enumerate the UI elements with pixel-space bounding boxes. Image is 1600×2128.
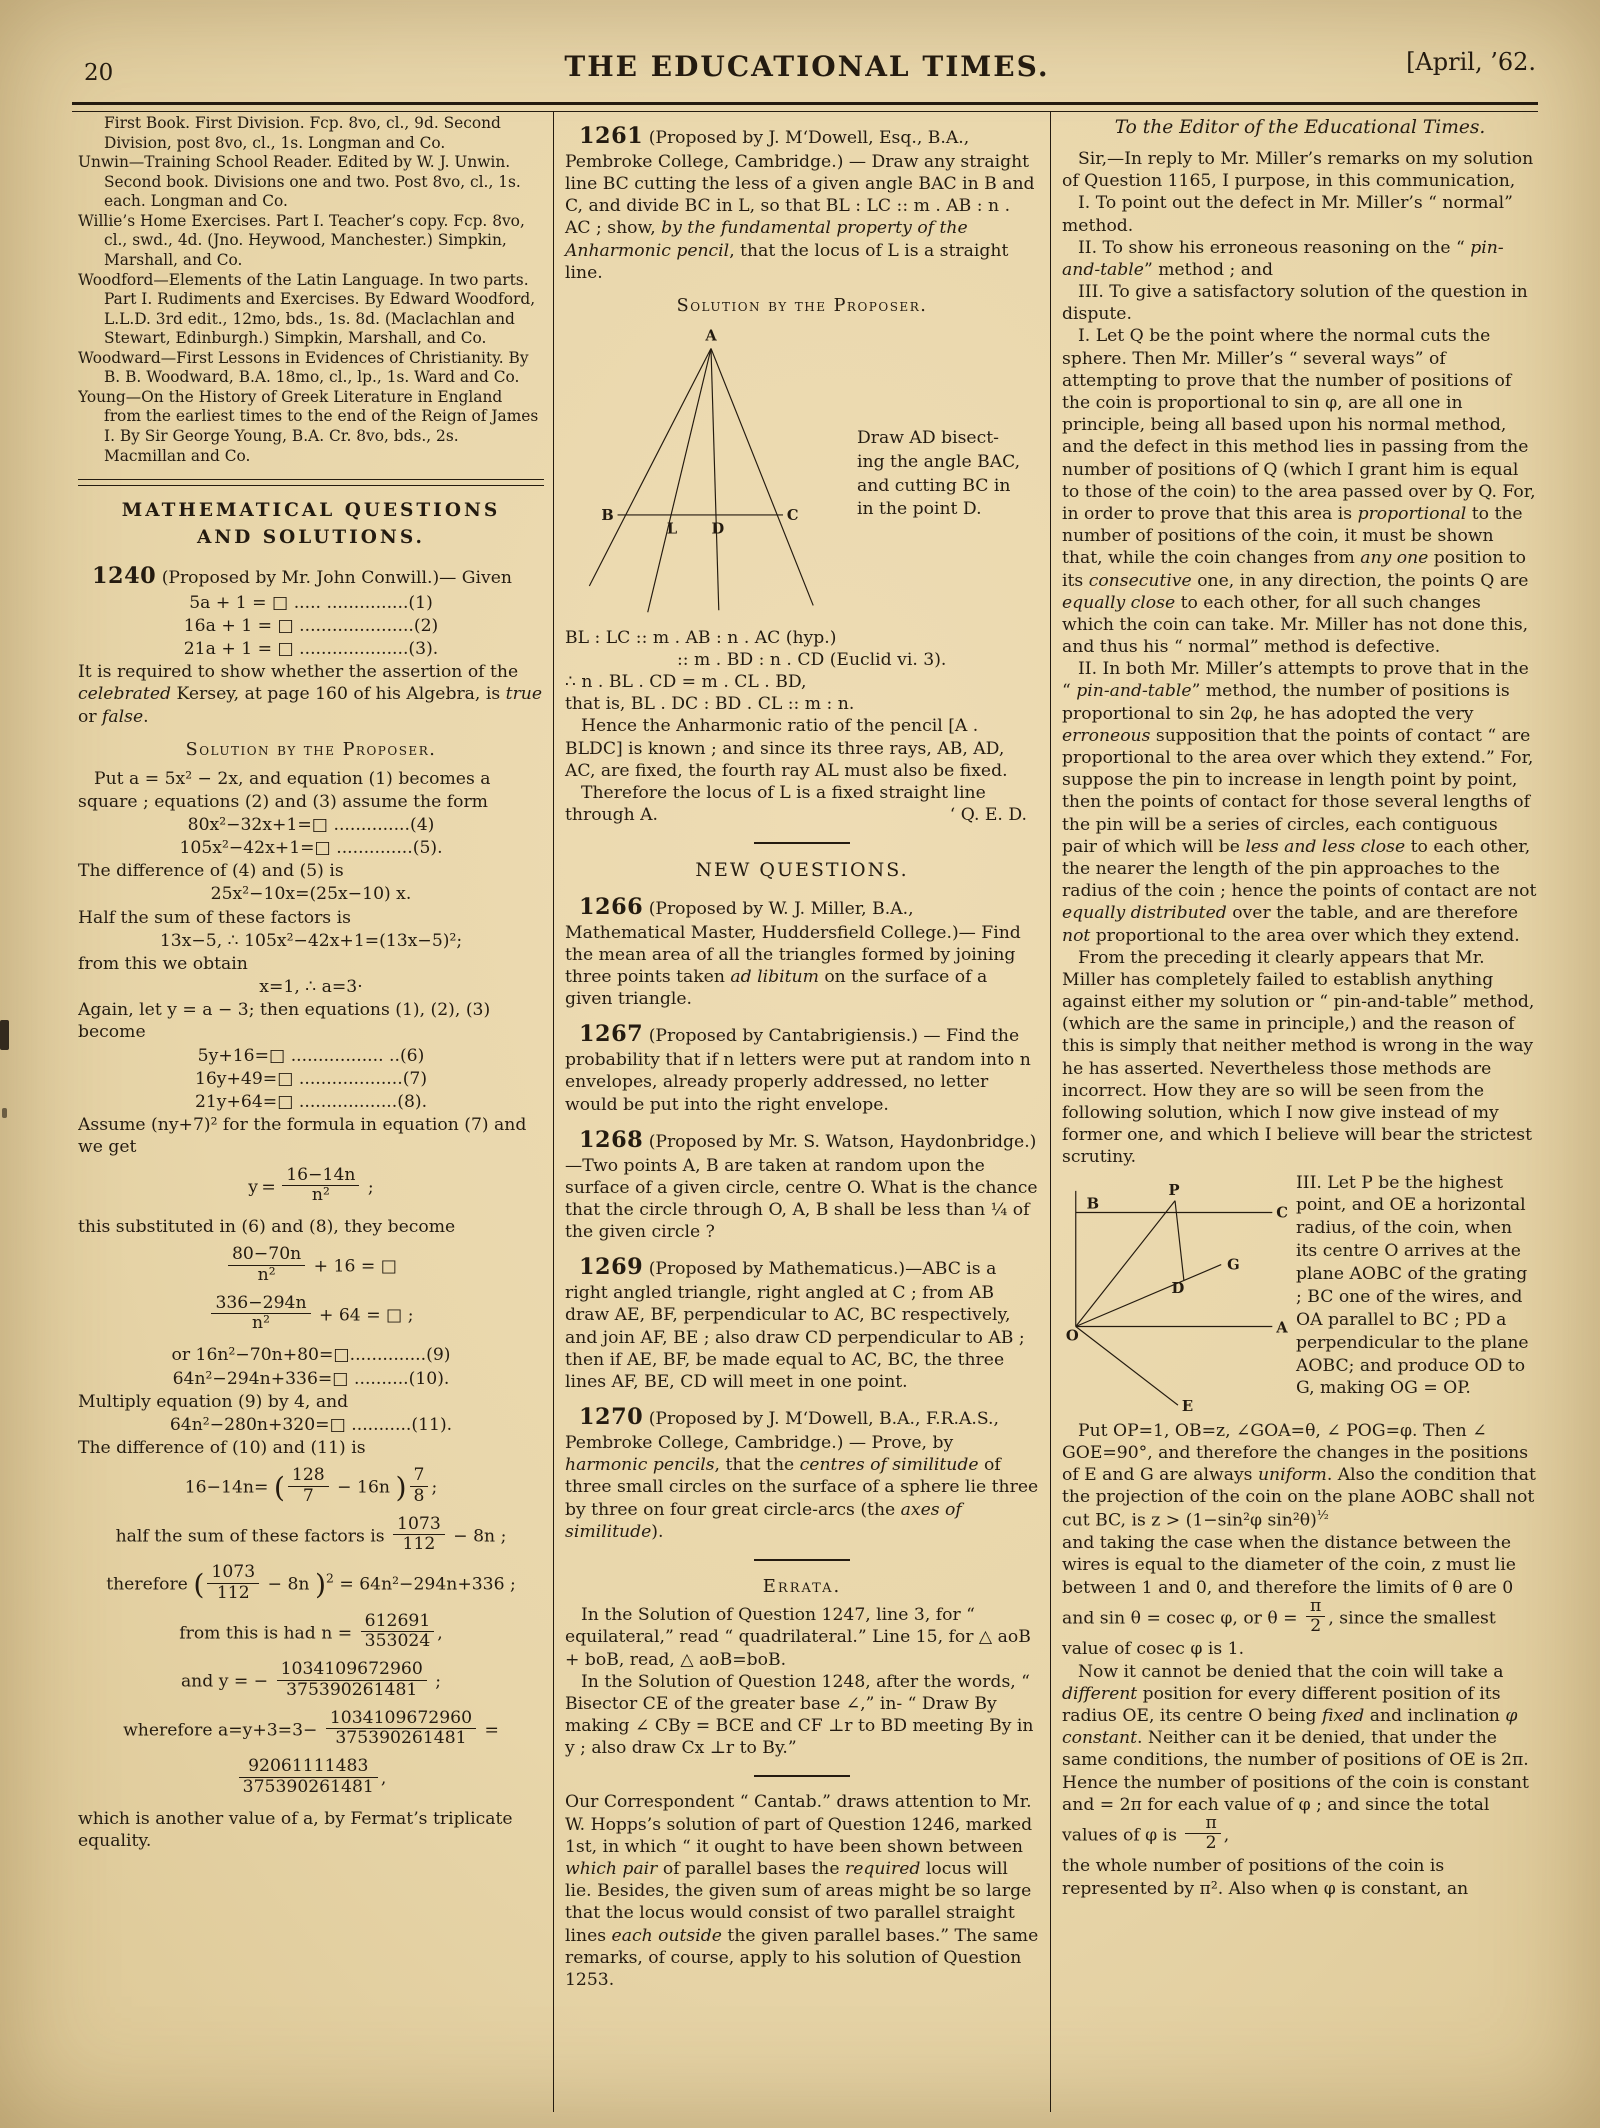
- section-separator: [754, 1775, 850, 1777]
- page-date: [April, ’62.: [1406, 48, 1536, 76]
- question-1240-line: 21a + 1 = □ ....................(3).: [183, 638, 439, 659]
- figure-caption-line: ing the angle BAC,: [857, 451, 1021, 472]
- letter-paragraph: II. To show his erroneous reasoning on the “ pin-and-table” method ; and: [1062, 237, 1504, 280]
- vertex-c-label: C: [786, 506, 799, 524]
- errata-block: [565, 1604, 1039, 1759]
- point-a-label: A: [1276, 1319, 1288, 1337]
- figure-caption-line: Draw AD bisect-: [857, 428, 999, 449]
- question-1240-line: Assume (ny+7)² for the formula in equation (7) and we get: [78, 1115, 527, 1158]
- book-entry: Young—On the History of Greek Literature in England from the earliest times to the end of the Reign of James I. By Sir George Young, B.A. Cr. 8vo, bds., 2s. Macmillan and Co.: [78, 387, 539, 465]
- question-1240-line: this substituted in (6) and (8), they become: [78, 1217, 456, 1238]
- question-1261-line: Solution by the Proposer.: [676, 295, 928, 316]
- header-rule: [72, 102, 1538, 112]
- new-question: 1270 (Proposed by J. M‘Dowell, B.A., F.R.A.S., Pembroke College, Cambridge.) — Prove, by harmonic pencils, that the centres of similitude of three small circles on the surface of a sphere lie three by three on four great circle-arcs (the axes of similitude).: [565, 1404, 1039, 1542]
- vertex-b-label: B: [601, 506, 614, 524]
- book-list: [78, 112, 544, 466]
- page-number: 20: [84, 60, 114, 86]
- solution-line: BL : LC :: m . AB : n . AC (hyp.): [565, 627, 837, 648]
- book-entry: First Book. First Division. Fcp. 8vo, cl., 9d. Second Division, post 8vo, cl., 1s. Longman and Co.: [104, 114, 501, 152]
- question-1240-line: and y = − $\frac{1034109672960}{375390261481}$ ;: [180, 1659, 442, 1700]
- solution-1261-block: [565, 627, 1039, 827]
- erratum: In the Solution of Question 1248, after the words, “ Bisector CE of the greater base ∠,” in- “ Draw By making ∠ CBy = BCE and CF ⊥r to BD meeting By in y ; also draw Cx ⊥r to By.”: [565, 1671, 1034, 1759]
- solution-line: :: m . BD : n . CD (Euclid vi. 3).: [677, 649, 947, 670]
- question-1240-line: 16a + 1 = □ .....................(2): [183, 615, 439, 636]
- correspondent-note: [565, 1791, 1039, 1991]
- page-header: [78, 44, 1536, 96]
- letter-paragraph: III. To give a satisfactory solution of the question in dispute.: [1062, 282, 1528, 325]
- question-1240-line: It is required to show whether the assertion of the celebrated Kersey, at page 160 of his Algebra, is true or false.: [78, 662, 543, 727]
- question-1240-line: $\frac{80-70n}{\text{n²}}$ + 16 = □: [78, 1247, 544, 1287]
- question-1240-line: half the sum of these factors is $\frac{1073}{112}$ − 8n ;: [115, 1513, 507, 1555]
- question-1240-line: from this is had n = $\frac{612691}{353024}$ ,: [179, 1610, 443, 1652]
- letter-paragraph: II. In both Mr. Miller’s attempts to prove that in the “ pin-and-table” method, the number of positions is proportional to sin 2φ, he has adopted the very erroneous supposition that the points of contact “ are proportional to the area over which they extend.” For, suppose the pin to increase in length point by point, then the points of contact for those several lengths of the pin will be a series of circles, each contiguous pair of which will be less and less close to each other, the nearer the length of the pin approaches to the radius of the coin ; hence the points of contact are not equally distributed over the table, and are therefore not proportional to the area over which they extend.: [1062, 659, 1537, 946]
- question-1240-line: 13x−5, ∴ 105x²−42x+1=(13x−5)²;: [159, 930, 463, 951]
- question-1240-line: 64n²−294n+336=□ ..........(10).: [172, 1368, 450, 1389]
- question-1240-line: from this we obtain: [78, 953, 248, 974]
- section-separator: [754, 842, 850, 844]
- question-1240-line: wherefore a=y+3=3− $\frac{1034109672960}{375390261481}$ =: [123, 1707, 499, 1749]
- letter-paragraph: I. To point out the defect in Mr. Miller’s “ normal” method.: [1062, 193, 1513, 236]
- coin-grating-figure-svg: [1062, 1180, 1290, 1418]
- book-entry: Woodford—Elements of the Latin Language. In two parts. Part I. Rudiments and Exercises. By Edward Woodford, L.L.D. 3rd edit., 12mo, bds., 1s. 8d. (Maclachlan and Stewart, Edinburgh.) Simpkin, Marshall, and Co.: [78, 270, 536, 348]
- question-1240-line: 80x²−32x+1=□ ..............(4): [187, 814, 435, 835]
- figure-caption-line: and cutting BC in: [857, 475, 1011, 496]
- ink-smudge: [0, 1020, 9, 1050]
- question-1240-line: 21y+64=□ ..................(8).: [194, 1092, 428, 1113]
- book-entry: Unwin—Training School Reader. Edited by W. J. Unwin. Second book. Divisions one and two. Post 8vo, cl., 1s. each. Longman and Co.: [78, 153, 521, 211]
- question-1240-line: Again, let y = a − 3; then equations (1), (2), (3) become: [78, 1000, 491, 1043]
- question-1240-line: Half the sum of these factors is: [78, 907, 351, 928]
- letter-paragraph: the whole number of positions of the coin is represented by π². Also when φ is constant, an: [1062, 1856, 1469, 1899]
- new-questions-heading: NEW QUESTIONS.: [695, 859, 909, 882]
- letter-body-2: [1062, 1420, 1538, 1900]
- erratum: In the Solution of Question 1247, line 3, for “ equilateral,” read “ quadrilateral.” Line 15, for △ aoB + boB, read, △ aoB=boB.: [565, 1605, 1031, 1670]
- figure-side-text: III. Let P be the highest point, and OE a horizontal radius, of the coin, when its centre O arrives at the plane AOBC of the grating ; BC one of the wires, and OA parallel to BC ; PD a perpendicular to the plane AOBC; and produce OD to G, making OG = OP.: [1296, 1172, 1529, 1399]
- letter-paragraph: Sir,—In reply to Mr. Miller’s remarks on my solution of Question 1165, I purpose, in this communication,: [1062, 148, 1534, 192]
- point-c-label: C: [1276, 1204, 1288, 1222]
- point-b-label: B: [1086, 1195, 1100, 1213]
- vertex-a-label: A: [705, 327, 717, 345]
- new-questions-block: [565, 893, 1039, 1543]
- column-3: [1051, 112, 1538, 2112]
- letter-paragraph: Put OP=1, OB=z, ∠GOA=θ, ∠ POG=φ. Then ∠ GOE=90°, and therefore the changes in the positions of E and G are always uniform. Also the condition that the projection of the coin on the plane AOBC shall not cut BC, is z > (1−sin²φ sin²θ)$^{\frac{1}{2}}$: [1062, 1420, 1536, 1532]
- point-d-label: D: [1171, 1279, 1185, 1297]
- solution-line: Therefore the locus of L is a fixed straight line through A. ‘ Q. E. D.: [565, 782, 1027, 826]
- question-1240-line: y = $\frac{16-14n}{\text{n²}}$ ;: [248, 1164, 374, 1205]
- question-1240-line: $\frac{92061111483}{375390261481}$ ,: [78, 1759, 544, 1799]
- triangle-figure: [565, 325, 1039, 625]
- letter-heading: To the Editor of the Educational Times.: [1114, 117, 1486, 138]
- triangle-figure-svg: [565, 325, 857, 625]
- question-1240-line: 16−14n= ( $\frac{128}{7}$ − 16n ) $\frac{7}{8}$ ;: [184, 1465, 438, 1506]
- point-p-label: P: [1168, 1181, 1180, 1199]
- question-1240-line: $\frac{336-294n}{\text{n²}}$ + 64 = □ ;: [78, 1296, 544, 1336]
- question-1240-line: therefore ( $\frac{1073}{112}$ − 8n )$^2$ = 64n²−294n+336 ;: [106, 1562, 516, 1603]
- question-1240-line: 5y+16=□ ................. ..(6): [197, 1045, 425, 1066]
- letter-paragraph: Now it cannot be denied that the coin will take a different position for every different position of its radius OE, its centre O being fixed and inclination φ constant. Neither can it be denied, that under the same conditions, the number of positions of OE is 2π. Hence the number of positions of the coin is constant and = 2π for each value of φ ; and since the total values of φ is $\frac{\pi}{2}$ ,: [1062, 1661, 1529, 1854]
- correspondent-paragraph: Our Correspondent “ Cantab.” draws attention to Mr. W. Hopps’s solution of part of Question 1246, marked 1st, in which “ it ought to have been shown between which pair of parallel bases the required locus will lie. Besides, the given sum of areas might be so large that the locus would consist of two parallel straight lines each outside the given parallel bases.” The same remarks, of course, apply to his solution of Question 1253.: [565, 1792, 1039, 1990]
- question-1240-line: 25x²−10x=(25x−10) x.: [210, 884, 412, 905]
- question-1240-line: Multiply equation (9) by 4, and: [78, 1391, 349, 1412]
- point-l-label: L: [666, 520, 678, 538]
- solution-line: ∴ n . BL . CD = m . CL . BD,: [565, 672, 807, 693]
- figure-caption: [857, 427, 1029, 522]
- question-1240-line: The difference of (4) and (5) is: [78, 861, 344, 882]
- book-entry: Woodward—First Lessons in Evidences of Christianity. By B. B. Woodward, B.A. 18mo, cl., lp., 1s. Ward and Co.: [78, 348, 529, 387]
- new-question: 1268 (Proposed by Mr. S. Watson, Haydonbridge.)—Two points A, B are taken at random upon the surface of a given circle, centre O. What is the chance that the circle through O, A, B shall be less than ¼ of the given circle ?: [565, 1126, 1038, 1243]
- letter-body-1: [1062, 148, 1538, 1169]
- point-o-label: O: [1065, 1326, 1079, 1344]
- question-1240-line: 64n²−280n+320=□ ...........(11).: [169, 1414, 453, 1435]
- question-1240-line: Put a = 5x² − 2x, and equation (1) becomes a square ; equations (2) and (3) assume the form: [78, 769, 491, 812]
- question-1261-block: [565, 122, 1039, 318]
- section-separator: [754, 1559, 850, 1561]
- question-1240-line: Solution by the Proposer.: [185, 739, 437, 760]
- point-e-label: E: [1181, 1397, 1194, 1415]
- letter-paragraph: From the preceding it clearly appears that Mr. Miller has completely failed to establish anything against either my solution or “ pin-and-table” method, (which are the same in principle,) and the reason of this is simply that neither method is wrong in the way he has asserted. Nevertheless those methods are incorrect. How they are so will be seen from the following solution, which I now give instead of my former one, and which I believe will bear the strictest scrutiny.: [1062, 947, 1535, 1168]
- letter-paragraph: I. Let Q be the point where the normal cuts the sphere. Then Mr. Miller’s “ several ways” of attempting to prove that the number of positions of the coin is proportional to sin φ, are all one in principle, being all based upon his normal method, and the defect in this method lies in passing from the number of positions of Q (which I grant him is equal to those of the coin) to the area passed over by Q. For, in order to prove that this area is proportional to the number of positions of the coin, it must be shown that, while the coin changes from any one position to its consecutive one, in any direction, the points Q are equally close to each other, for all such changes which the coin can take. Mr. Miller has not done this, and thus his “ normal” method is defective.: [1062, 326, 1536, 658]
- column-1: [78, 112, 553, 2112]
- columns: [78, 112, 1538, 2112]
- point-d-label: D: [711, 520, 725, 538]
- question-1261-line: 1261 (Proposed by J. M‘Dowell, Esq., B.A., Pembroke College, Cambridge.) — Draw any straight line BC cutting the less of a given angle BAC in B and C, and divide BC in L, so that BL : LC :: m . AB : n . AC ; show, by the fundamental property of the Anharmonic pencil, that the locus of L is a straight line.: [565, 123, 1035, 283]
- book-entry: Willie’s Home Exercises. Part I. Teacher’s copy. Fcp. 8vo, cl., swd., 4d. (Jno. Heywood, Manchester.) Simpkin, Marshall, and Co.: [78, 211, 525, 269]
- new-question: 1266 (Proposed by W. J. Miller, B.A., Mathematical Master, Huddersfield College.)— Find the mean area of all the triangles formed by joining three points taken ad libitum on the surface of a given triangle.: [565, 893, 1021, 1010]
- ink-smudge-small: [2, 1108, 7, 1118]
- question-1240-line: 105x²−42x+1=□ ..............(5).: [179, 837, 443, 858]
- question-1240-line: 1240 (Proposed by Mr. John Conwill.)— Given: [92, 562, 512, 589]
- page-title: THE EDUCATIONAL TIMES.: [564, 50, 1050, 83]
- solution-line: that is, BL . DC : BD . CL :: m : n.: [565, 694, 855, 715]
- point-g-label: G: [1227, 1256, 1240, 1274]
- question-1240-block: [78, 562, 544, 1853]
- question-1240-line: or 16n²−70n+80=□..............(9): [171, 1345, 451, 1366]
- column-2: [554, 112, 1050, 2112]
- letter-paragraph: and taking the case when the distance between the wires is equal to the diameter of the coin, z must lie between 1 and 0, and therefore the limits of θ are 0 and sin θ = cosec φ, or θ = $\frac{\pi}{2}$ , since the smallest value of cosec φ is 1.: [1062, 1533, 1516, 1660]
- solution-line: Hence the Anharmonic ratio of the pencil [A . BLDC] is known ; and since its three rays, AB, AD, AC, are fixed, the fourth ray AL must also be fixed.: [565, 716, 1008, 781]
- new-question: 1269 (Proposed by Mathematicus.)—ABC is a right angled triangle, right angled at C ; from AB draw AE, BF, perpendicular to AC, BC respectively, and join AF, BE ; also draw CD perpendicular to AB ; then if AE, BF, be made equal to AC, BC, the three lines AF, BE, CD will meet in one point.: [565, 1254, 1025, 1392]
- figure-caption-line: in the point D.: [857, 499, 982, 520]
- question-1240-line: x=1, ∴ a=3·: [259, 977, 363, 998]
- question-1240-line: which is another value of a, by Fermat’s triplicate equality.: [78, 1809, 513, 1852]
- question-1240-line: 5a + 1 = □ ..... ...............(1): [189, 592, 433, 613]
- section-rule: [78, 479, 544, 486]
- question-1240-line: 16y+49=□ ...................(7): [194, 1068, 428, 1089]
- new-question: 1267 (Proposed by Cantabrigiensis.) — Find the probability that if n letters were put at random into n envelopes, already properly addressed, no letter would be put into the right envelope.: [565, 1021, 1031, 1115]
- errata-heading: Errata.: [762, 1575, 842, 1597]
- section-heading: MATHEMATICAL QUESTIONS AND SOLUTIONS.: [121, 500, 501, 548]
- coin-grating-figure: [1062, 1172, 1538, 1418]
- question-1240-line: The difference of (10) and (11) is: [78, 1438, 366, 1459]
